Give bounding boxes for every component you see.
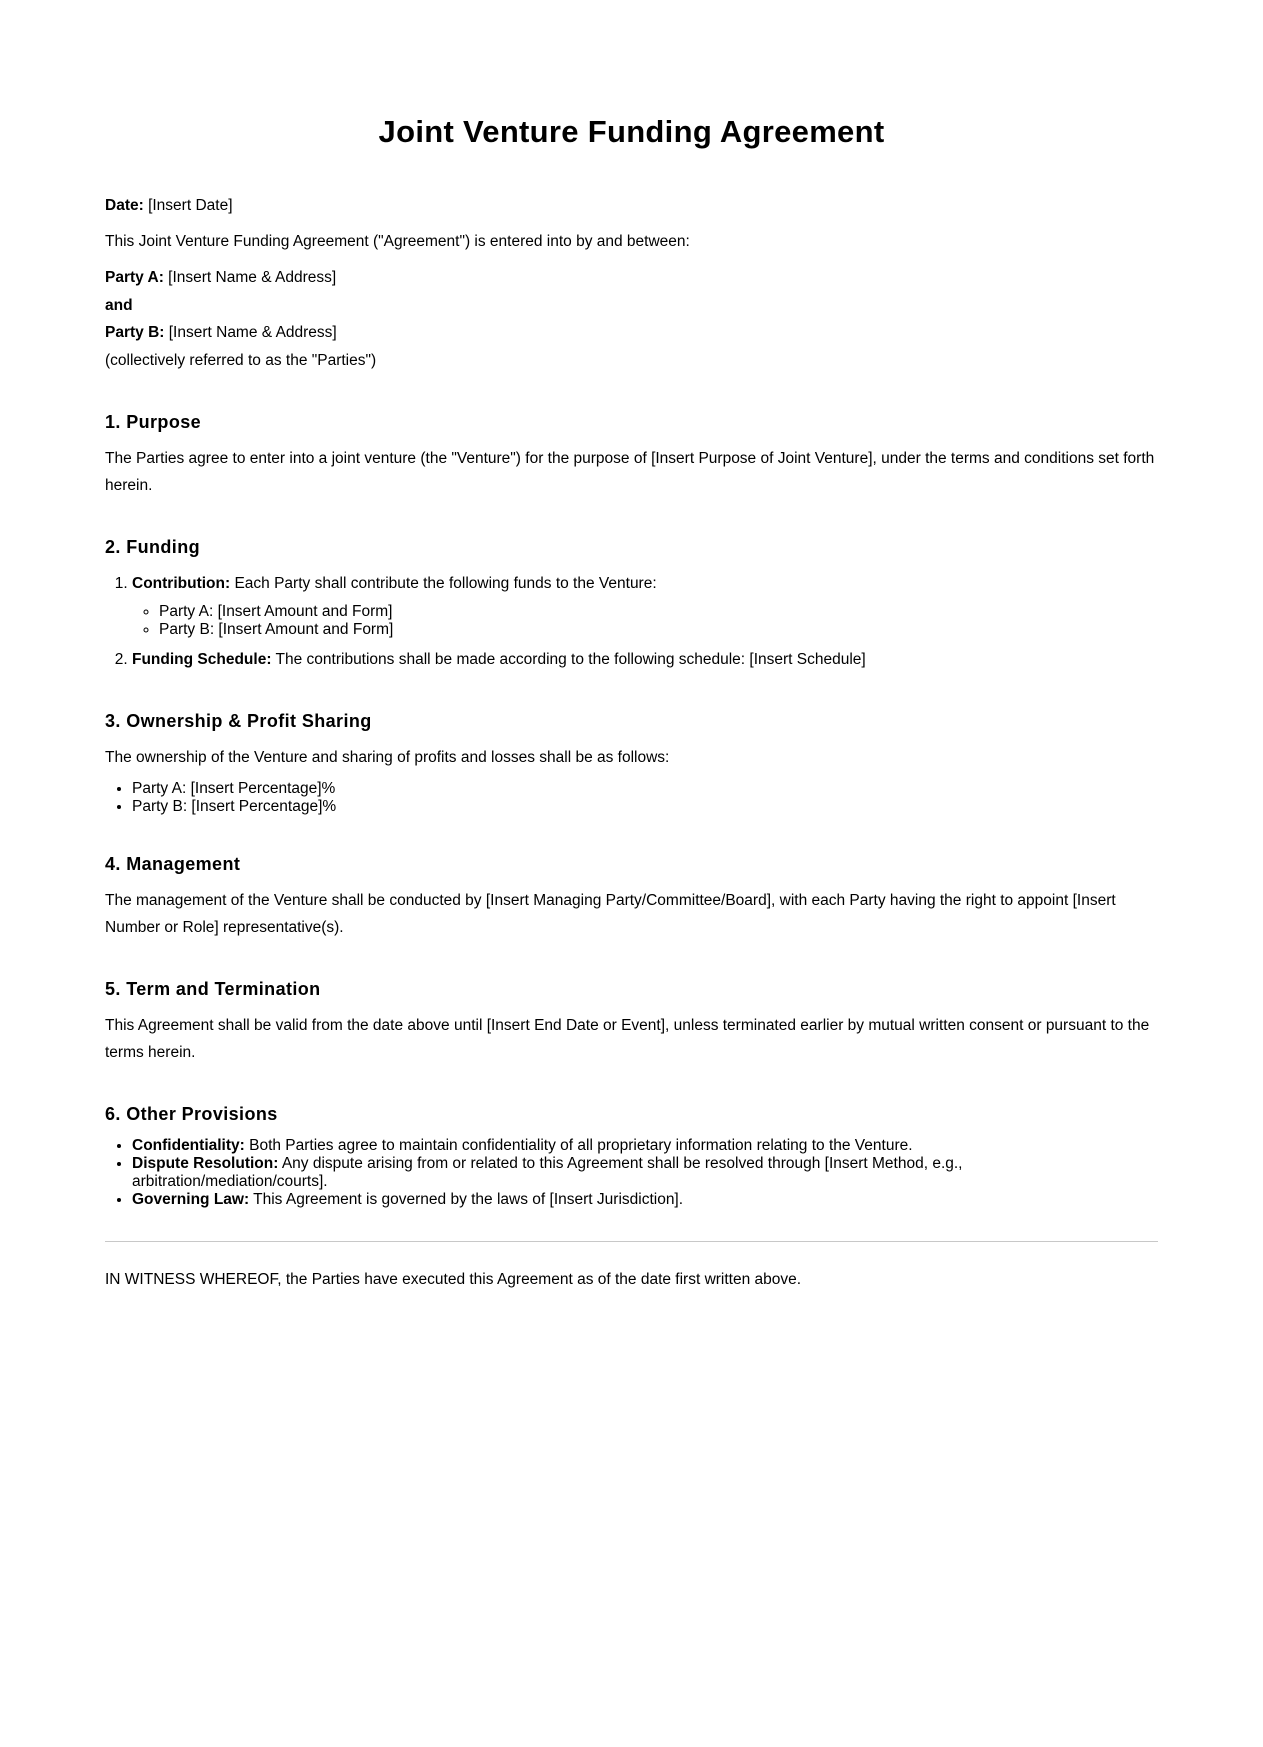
section-purpose-heading: 1. Purpose [105, 412, 202, 432]
date-label: Date: [105, 197, 144, 214]
ownership-party-a: • Party A: [Insert Percentage]% [132, 780, 1158, 798]
dispute-text: Any dispute arising from or related to this Agreement shall be resolved through [Insert Method, e.g., arbitration/mediation/courts]. [132, 1155, 963, 1190]
provision-governing-law [132, 1191, 1158, 1209]
parties-block [105, 264, 1158, 374]
funding-item-contribution [132, 570, 1158, 639]
provision-dispute-resolution [132, 1155, 1158, 1191]
governing-law-text: This Agreement is governed by the laws of [Insert Jurisdiction]. [249, 1191, 684, 1208]
confidentiality-text: Both Parties agree to maintain confidentiality of all proprietary information relating to the Venture. [244, 1137, 913, 1154]
party-a-label: Party A: [105, 269, 164, 286]
schedule-text: The contributions shall be made according to the following schedule: [Insert Schedule] [271, 651, 866, 668]
party-a-line [105, 264, 1158, 292]
ownership-party-b: • Party B: [Insert Percentage]% [132, 798, 1158, 816]
intro-paragraph: This Joint Venture Funding Agreement ("Agreement") is entered into by and between: [105, 233, 690, 250]
contribution-label: Contribution: [132, 575, 231, 592]
confidentiality-label: Confidentiality: [132, 1137, 245, 1154]
contribution-text: Each Party shall contribute the following funds to the Venture: [230, 575, 657, 592]
date-line [105, 192, 1158, 219]
date-value: [Insert Date] [143, 197, 233, 214]
party-a-value: [Insert Name & Address] [163, 269, 337, 286]
and-line [105, 292, 1158, 320]
provisions-list [105, 1137, 1158, 1209]
provision-confidentiality [132, 1137, 1158, 1155]
ownership-list [105, 780, 1158, 816]
witness-statement: IN WITNESS WHEREOF, the Parties have executed this Agreement as of the date first written above. [105, 1271, 802, 1288]
contribution-party-b: ◦ Party B: [Insert Amount and Form] [159, 621, 1158, 639]
section-ownership-text: The ownership of the Venture and sharing of profits and losses shall be as follows: [105, 749, 670, 766]
section-other-heading: 6. Other Provisions [105, 1104, 278, 1124]
schedule-label: Funding Schedule: [132, 651, 272, 668]
section-management-text: The management of the Venture shall be conducted by [Insert Managing Party/Committee/Board], with each Party having the right to appoint [Insert Number or Role] representative(s). [105, 892, 1116, 936]
section-ownership-heading: 3. Ownership & Profit Sharing [105, 711, 372, 731]
document-title: Joint Venture Funding Agreement [378, 114, 885, 149]
section-term-text: This Agreement shall be valid from the date above until [Insert End Date or Event], unless terminated earlier by mutual written consent or pursuant to the terms herein. [105, 1017, 1150, 1061]
governing-law-label: Governing Law: [132, 1191, 250, 1208]
section-funding-heading: 2. Funding [105, 537, 200, 557]
section-divider [105, 1241, 1158, 1242]
contribution-sublist [132, 603, 1158, 639]
party-b-value: [Insert Name & Address] [164, 324, 337, 341]
party-b-line [105, 319, 1158, 347]
funding-item-schedule [132, 646, 1158, 673]
section-purpose-text: The Parties agree to enter into a joint venture (the "Venture") for the purpose of [Insert Purpose of Joint Venture], under the terms and conditions set forth herein. [105, 450, 1155, 494]
contribution-party-a: ◦ Party A: [Insert Amount and Form] [159, 603, 1158, 621]
funding-list [105, 570, 1158, 673]
section-management-heading: 4. Management [105, 854, 241, 874]
section-term-heading: 5. Term and Termination [105, 979, 321, 999]
dispute-label: Dispute Resolution: [132, 1155, 279, 1172]
and-text: and [105, 296, 133, 314]
collective-note: (collectively referred to as the "Parties") [105, 351, 377, 369]
party-b-label: Party B: [105, 324, 165, 341]
